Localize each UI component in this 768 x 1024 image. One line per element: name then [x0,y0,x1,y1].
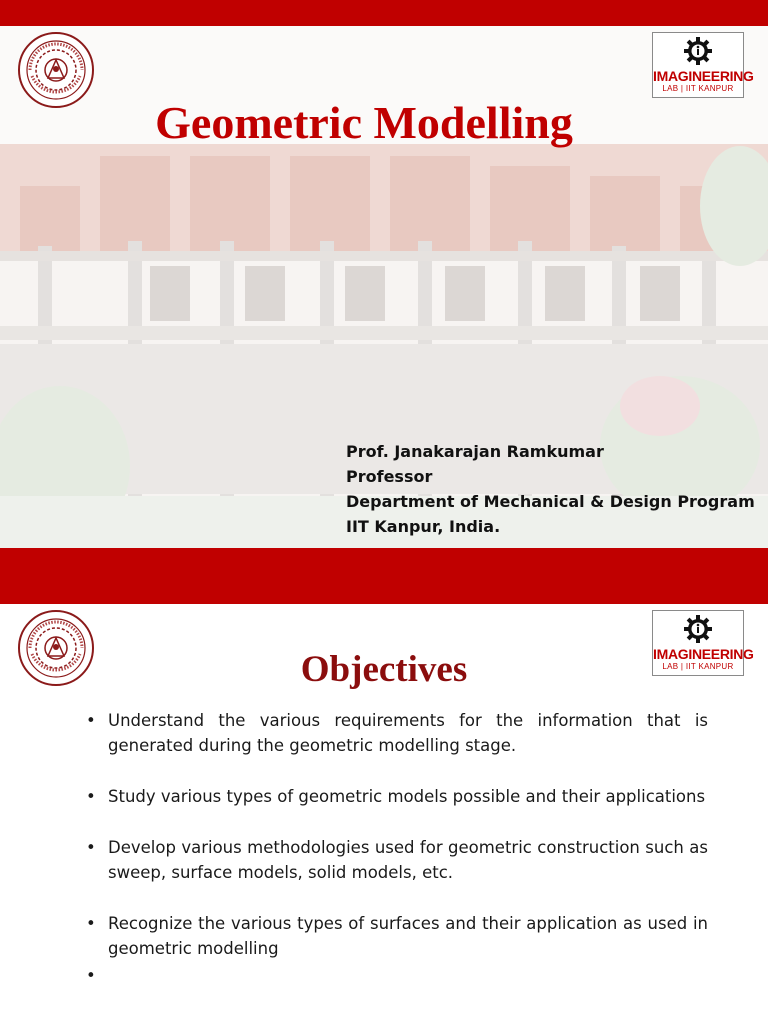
list-item [86,708,708,758]
logo-brand-text: IMAGINEERING [653,646,754,662]
slide-title: Geometric Modelling [155,97,573,148]
list-item-text: Understand the various requirements for the information that is generated during the geometric modelling stage. [108,711,708,755]
objectives-slide [0,604,768,1024]
list-item-text: Study various types of geometric models possible and their applications [108,787,706,806]
author-department: Department of Mechanical & Design Program [346,492,755,511]
author-position: Professor [346,467,433,486]
bullet-icon: • [86,914,96,933]
slide-title: Objectives [300,649,468,690]
list-item [86,835,708,885]
bullet-icon: • [86,838,96,857]
logo-brand-text: IMAGINEERING [653,68,754,84]
list-item [86,784,708,809]
list-item-text: Recognize the various types of surfaces and their application as used in geometric modelling [108,914,708,958]
top-red-bar [0,0,768,26]
bullet-icon: • [86,966,96,985]
gear-icon [683,36,713,66]
bullet-icon: • [86,711,96,730]
author-block [346,439,755,539]
slide-divider-bar [0,548,768,604]
logo-sub-text: LAB | IIT KANPUR [662,84,734,93]
logo-sub-text: LAB | IIT KANPUR [662,662,734,671]
gear-icon [683,614,713,644]
author-institute: IIT Kanpur, India. [346,517,501,536]
author-name: Prof. Janakarajan Ramkumar [346,442,604,461]
list-item [86,911,708,961]
objectives-list [86,708,708,987]
list-item-text: Develop various methodologies used for geometric construction such as sweep, surface models, solid models, etc. [108,838,708,882]
imagineering-lab-logo [652,32,754,98]
bullet-icon: • [86,787,96,806]
